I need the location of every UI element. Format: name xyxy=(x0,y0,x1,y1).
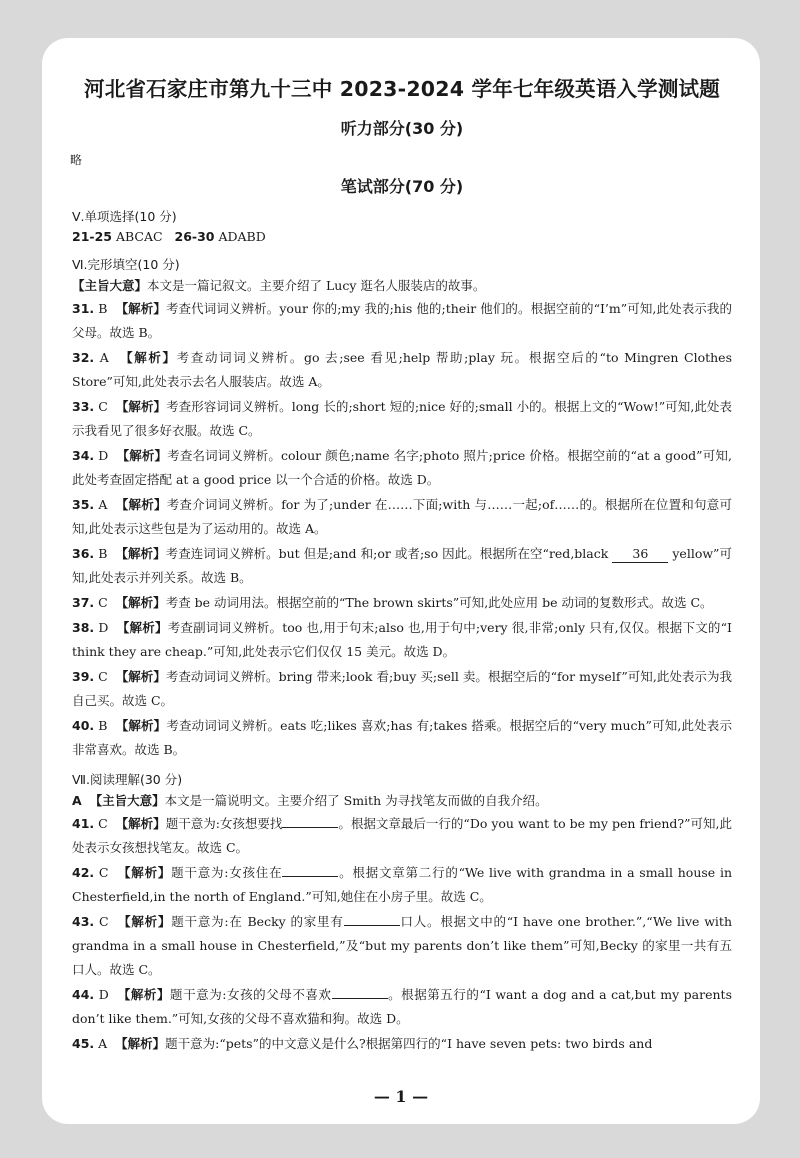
answer-values-2: ADABD xyxy=(218,229,266,244)
question-answer: C xyxy=(98,865,109,880)
question-answer: C xyxy=(98,816,108,831)
analysis-tag: 【解析】 xyxy=(118,914,172,929)
question-item xyxy=(72,591,732,615)
page-title: 河北省石家庄市第九十三中 2023-2024 学年七年级英语入学测试题 xyxy=(84,77,720,101)
question-answer: A xyxy=(98,1036,108,1051)
analysis-tag: 【解析】 xyxy=(120,350,177,365)
question-item xyxy=(72,910,732,982)
analysis-text: 。根据文章第二行的“We live with grandma in a small house in Chesterfield,in the north of England.”可知,她住在小房子里。故选 C。 xyxy=(72,865,732,904)
question-item xyxy=(72,983,732,1031)
answer-values-1: ABCAC xyxy=(115,229,163,244)
question-answer: B xyxy=(98,546,108,561)
listening-heading: 听力部分(30 分) xyxy=(340,119,464,138)
blank-36: 36 xyxy=(612,546,668,563)
analysis-text: 题干意为:“pets”的中文意义是什么?根据第四行的“I have seven pets: two birds and xyxy=(165,1036,653,1051)
analysis-tag: 【解析】 xyxy=(117,987,171,1002)
answer-blank xyxy=(282,827,338,828)
question-answer: D xyxy=(98,448,109,463)
analysis-tag: 【解析】 xyxy=(116,620,168,635)
question-item xyxy=(72,1032,732,1056)
section-v-heading: Ⅴ.单项选择(10 分) xyxy=(72,209,177,224)
question-number: 31. xyxy=(72,301,95,316)
writing-heading: 笔试部分(70 分) xyxy=(340,177,464,196)
question-item xyxy=(72,444,732,492)
cloze-main-idea xyxy=(72,275,732,296)
question-number: 45. xyxy=(72,1036,95,1051)
analysis-tag: 【解析】 xyxy=(115,1036,166,1051)
question-number: 36. xyxy=(72,546,95,561)
question-answer: D xyxy=(98,987,109,1002)
analysis-tag: 【解析】 xyxy=(115,718,167,733)
question-item xyxy=(72,542,732,590)
page-number: — 1 — xyxy=(373,1087,429,1106)
answer-blank xyxy=(282,876,338,877)
main-idea-text: 本文是一篇记叙文。主要介绍了 Lucy 逛名人服装店的故事。 xyxy=(147,278,486,293)
question-number: 40. xyxy=(72,718,95,733)
analysis-text: 考查副词词义辨析。too 也,用于句末;also 也,用于句中;very 很,非常;only 只有,仅仅。根据下文的“I think they are cheap.”可知,此处表示它们仅仅 15 美元。故选 D。 xyxy=(72,620,732,659)
question-number: 35. xyxy=(72,497,95,512)
main-idea-tag: 【主旨大意】 xyxy=(89,793,165,808)
analysis-tag: 【解析】 xyxy=(115,497,167,512)
analysis-text: 题干意为:女孩住在 xyxy=(171,865,283,880)
question-number: 38. xyxy=(72,620,95,635)
question-item xyxy=(72,297,732,345)
main-idea-text: 本文是一篇说明文。主要介绍了 Smith 为寻找笔友而做的自我介绍。 xyxy=(164,793,548,808)
analysis-text: 口人。根据文中的“I have one brother.”,“We live with grandma in a small house in Chesterfield,”及“but my parents don’t like them”可知,Becky 的家里一共有五口人。故选 C。 xyxy=(72,914,732,977)
analysis-tag: 【解析】 xyxy=(115,669,166,684)
question-item xyxy=(72,395,732,443)
answer-blank xyxy=(344,925,400,926)
answer-range-2: 26-30 xyxy=(174,229,215,244)
question-answer: C xyxy=(98,669,108,684)
question-answer: C xyxy=(98,399,108,414)
analysis-text: 考查动词词义辨析。go 去;see 看见;help 帮助;play 玩。根据空后的“to Mingren Clothes Store”可知,此处表示去名人服装店。故选 A。 xyxy=(72,350,732,389)
analysis-tag: 【解析】 xyxy=(118,865,172,880)
analysis-text: 考查连词词义辨析。but 但是;and 和;or 或者;so 因此。根据所在空“red,black xyxy=(165,546,613,561)
question-answer: C xyxy=(98,914,109,929)
question-answer: A xyxy=(99,350,109,365)
reading-main-idea xyxy=(72,790,732,811)
question-answer: C xyxy=(98,595,108,610)
question-number: 41. xyxy=(72,816,95,831)
exam-page xyxy=(42,38,760,1124)
main-idea-tag: 【主旨大意】 xyxy=(72,278,148,293)
analysis-text: 题干意为:在 Becky 的家里有 xyxy=(171,914,344,929)
question-answer: A xyxy=(98,497,108,512)
analysis-text: 题干意为:女孩的父母不喜欢 xyxy=(170,987,332,1002)
analysis-text: 。根据文章最后一行的“Do you want to be my pen friend?”可知,此处表示女孩想找笔友。故选 C。 xyxy=(72,816,732,855)
analysis-text: 考查代词词义辨析。your 你的;my 我的;his 他的;their 他们的。根据空前的“I’m”可知,此处表示我的父母。故选 B。 xyxy=(72,301,732,340)
question-answer: B xyxy=(98,301,108,316)
question-item xyxy=(72,861,732,909)
question-item xyxy=(72,714,732,762)
analysis-tag: 【解析】 xyxy=(115,399,167,414)
analysis-text: 考查动词词义辨析。eats 吃;likes 喜欢;has 有;takes 搭乘。根据空后的“very much”可知,此处表示非常喜欢。故选 B。 xyxy=(72,718,732,757)
question-item xyxy=(72,812,732,860)
analysis-text: yellow”可知,此处表示并列关系。故选 B。 xyxy=(72,546,732,585)
analysis-text: 考查形容词词义辨析。long 长的;short 短的;nice 好的;small 小的。根据上文的“Wow!”可知,此处表示我看见了很多好衣服。故选 C。 xyxy=(72,399,732,438)
analysis-tag: 【解析】 xyxy=(116,448,168,463)
question-number: 42. xyxy=(72,865,95,880)
analysis-tag: 【解析】 xyxy=(115,301,166,316)
question-item xyxy=(72,665,732,713)
question-number: 44. xyxy=(72,987,95,1002)
question-answer: B xyxy=(98,718,108,733)
answer-range-1: 21-25 xyxy=(72,229,112,244)
analysis-text: 。根据第五行的“I want a dog and a cat,but my parents don’t like them.”可知,女孩的父母不喜欢猫和狗。故选 D。 xyxy=(72,987,732,1026)
analysis-text: 考查动词词义辨析。bring 带来;look 看;buy 买;sell 卖。根据空后的“for myself”可知,此处表示为我自己买。故选 C。 xyxy=(72,669,732,708)
analysis-text: 题干意为:女孩想要找 xyxy=(165,816,283,831)
question-number: 32. xyxy=(72,350,95,365)
passage-label: A xyxy=(72,793,82,808)
question-number: 39. xyxy=(72,669,95,684)
answers-line xyxy=(72,226,732,247)
analysis-text: 考查名词词义辨析。colour 颜色;name 名字;photo 照片;price 价格。根据空前的“at a good”可知,此处考查固定搭配 at a good price 以一个合适的价格。故选 D。 xyxy=(72,448,732,487)
question-item xyxy=(72,493,732,541)
question-answer: D xyxy=(98,620,109,635)
question-item xyxy=(72,346,732,394)
section-vi-heading: Ⅵ.完形填空(10 分) xyxy=(72,257,180,272)
question-number: 34. xyxy=(72,448,95,463)
section-vii-heading: Ⅶ.阅读理解(30 分) xyxy=(72,772,183,787)
analysis-text: 考查 be 动词用法。根据空前的“The brown skirts”可知,此处应用 be 动词的复数形式。故选 C。 xyxy=(165,595,713,610)
question-number: 37. xyxy=(72,595,95,610)
analysis-tag: 【解析】 xyxy=(115,816,166,831)
answer-blank xyxy=(332,998,388,999)
analysis-tag: 【解析】 xyxy=(115,595,166,610)
omitted-note: 略 xyxy=(70,153,83,167)
analysis-text: 考查介词词义辨析。for 为了;under 在……下面;with 与……一起;of……的。根据所在位置和句意可知,此处表示这些包是为了运动用的。故选 A。 xyxy=(72,497,732,536)
analysis-tag: 【解析】 xyxy=(115,546,166,561)
question-number: 33. xyxy=(72,399,95,414)
question-number: 43. xyxy=(72,914,95,929)
question-item xyxy=(72,616,732,664)
